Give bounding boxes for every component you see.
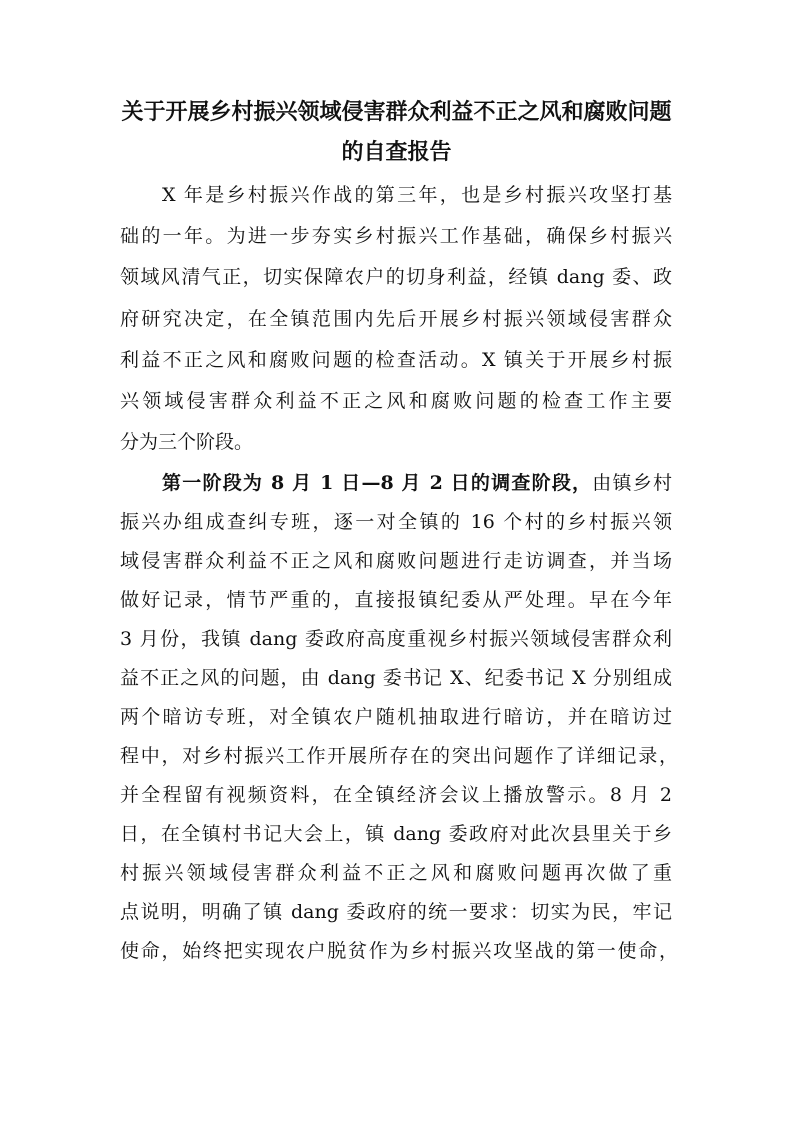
text-line: X 年是乡村振兴作战的第三年，也是乡村振兴攻坚打基	[162, 184, 672, 206]
text-line: 益不正之风的问题，由 dang 委书记 X、纪委书记 X 分别组成	[120, 667, 672, 689]
text-line: 3 月份，我镇 dang 委政府高度重视乡村振兴领域侵害群众利	[120, 628, 672, 650]
text-line: 域侵害群众利益不正之风和腐败问题进行走访调查，并当场	[120, 550, 672, 572]
lead-rest-text: 由镇乡村	[592, 472, 672, 494]
text-line: 程中，对乡村振兴工作开展所存在的突出问题作了详细记录，	[120, 745, 678, 767]
text-line: 础的一年。为进一步夯实乡村振兴工作基础，确保乡村振兴	[120, 225, 672, 247]
text-line: 日，在全镇村书记大会上，镇 dang 委政府对此次县里关于乡	[120, 823, 672, 845]
text-line: 点说明，明确了镇 dang 委政府的统一要求：切实为民，牢记	[120, 901, 672, 923]
document-title-line-2: 的自查报告	[341, 139, 452, 165]
text-line: 村振兴领域侵害群众利益不正之风和腐败问题再次做了重	[120, 862, 672, 884]
text-line: 振兴办组成查纠专班，逐一对全镇的 16 个村的乡村振兴领	[120, 511, 672, 533]
text-line: 使命，始终把实现农户脱贫作为乡村振兴攻坚战的第一使命，	[120, 940, 678, 962]
text-line: 府研究决定，在全镇范围内先后开展乡村振兴领域侵害群众	[120, 308, 672, 330]
document-title-line-1: 关于开展乡村振兴领域侵害群众利益不正之风和腐败问题	[121, 99, 672, 125]
text-line: 做好记录，情节严重的，直接报镇纪委从严处理。早在今年	[120, 589, 672, 611]
text-line: 两个暗访专班，对全镇农户随机抽取进行暗访，并在暗访过	[120, 706, 672, 728]
text-line: 分为三个阶段。	[120, 431, 254, 453]
text-line: 领域风清气正，切实保障农户的切身利益，经镇 dang 委、政	[120, 266, 672, 288]
bold-lead-text: 第一阶段为 8 月 1 日—8 月 2 日的调查阶段，	[162, 472, 593, 494]
text-line: 利益不正之风和腐败问题的检查活动。X 镇关于开展乡村振	[120, 349, 672, 371]
text-line: 兴领域侵害群众利益不正之风和腐败问题的检查工作主要	[120, 390, 672, 412]
text-line: 并全程留有视频资料，在全镇经济会议上播放警示。8 月 2	[120, 784, 672, 806]
text-line	[162, 468, 672, 498]
